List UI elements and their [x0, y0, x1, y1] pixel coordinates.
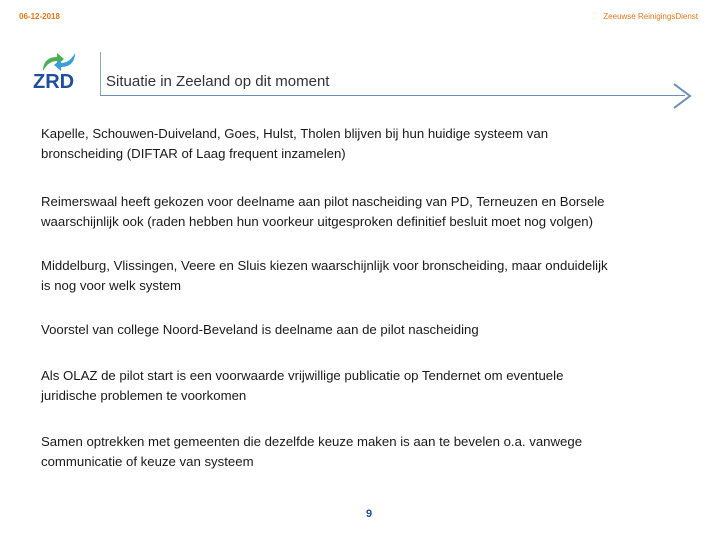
bullet-line: Als OLAZ de pilot start is een voorwaarde vrijwillige publicatie op Tendernet om eventuele [41, 368, 564, 383]
header-vertical-divider [100, 52, 101, 95]
bullet-item [41, 124, 548, 164]
bullet-item [41, 256, 608, 296]
bullet-line: Samen optrekken met gemeenten die dezelfde keuze maken is aan te bevelen o.a. vanwege [41, 434, 583, 449]
header-organization: Zeeuwse ReinigingsDienst [603, 12, 698, 21]
bullet-line: communicatie of keuze van systeem [41, 454, 254, 469]
bullet-item [41, 320, 479, 340]
bullet-item [41, 192, 605, 232]
bullet-line: Voorstel van college Noord-Beveland is deelname aan de pilot nascheiding [41, 322, 479, 337]
page-number: 9 [366, 508, 373, 520]
bullet-item [41, 432, 582, 472]
header-date: 06-12-2018 [19, 12, 60, 21]
bullet-line: bronscheiding (DIFTAR of Laag frequent inzamelen) [41, 146, 346, 161]
recycle-arrows-icon [39, 51, 79, 73]
bullet-line: juridische problemen te voorkomen [41, 388, 247, 403]
zrd-logo [33, 51, 83, 93]
bullet-line: Reimerswaal heeft gekozen voor deelname aan pilot nascheiding van PD, Terneuzen en Borsele [41, 194, 605, 209]
slide-title: Situatie in Zeeland op dit moment [106, 73, 330, 90]
bullet-line: Middelburg, Vlissingen, Veere en Sluis kiezen waarschijnlijk voor bronscheiding, maar onduidelijk [41, 258, 608, 273]
bullet-line: Kapelle, Schouwen-Duiveland, Goes, Hulst, Tholen blijven bij hun huidige systeem van [41, 126, 549, 141]
logo-text: ZRD [33, 71, 75, 93]
bullet-item [41, 366, 563, 406]
bullet-line: is nog voor welk system [41, 278, 181, 293]
header-horizontal-divider [100, 95, 685, 96]
bullet-line: waarschijnlijk ook (raden hebben hun voorkeur uitgesproken definitief besluit moet nog volgen) [41, 214, 594, 229]
chevron-right-icon [672, 82, 694, 110]
